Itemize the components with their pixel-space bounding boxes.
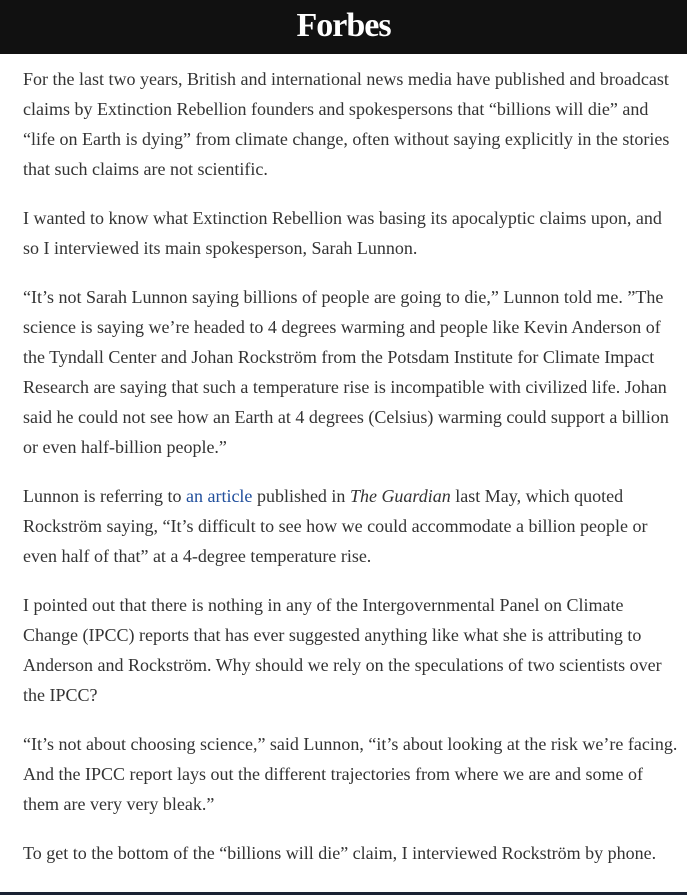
forbes-logo[interactable]: Forbes <box>296 7 391 44</box>
paragraph-7: To get to the bottom of the “billions will die” claim, I interviewed Rockström by phone. <box>23 843 657 863</box>
paragraph-4-text-middle: published in <box>252 486 350 506</box>
paragraph-4-text-end: last May, which quoted Rockström saying, “It’s difficult to see how we could accommodate a billion people or even half of that” at a 4-degree temperature rise. <box>23 486 648 566</box>
paragraph-3: “It’s not Sarah Lunnon saying billions of people are going to die,” Lunnon told me. ”The science is saying we’re headed to 4 degrees warming and people like Kevin Anderson of the Tyndall Center and Johan Rockström from the Potsdam Institute for Climate Impact Research are saying that such a temperature rise is incompatible with civilized life. Johan said he could not see how an Earth at 4 degrees (Celsius) warming could support a billion or even half-billion people.” <box>23 287 669 457</box>
paragraph-6: “It’s not about choosing science,” said Lunnon, “it’s about looking at the risk we’re facing. And the IPCC report lays out the different trajectories from where we are and some of them are very very bleak.” <box>23 734 678 814</box>
article-body <box>23 64 679 887</box>
masthead <box>0 0 687 54</box>
paragraph-4 <box>23 481 679 571</box>
paragraph-4-text-start: Lunnon is referring to <box>23 486 186 506</box>
publication-name: The Guardian <box>349 486 451 506</box>
paragraph-2: I wanted to know what Extinction Rebellion was basing its apocalyptic claims upon, and so I interviewed its main spokesperson, Sarah Lunnon. <box>23 208 662 258</box>
paragraph-5: I pointed out that there is nothing in any of the Intergovernmental Panel on Climate Change (IPCC) reports that has ever suggested anything like what she is attributing to Anderson and Rockström. Why should we rely on the speculations of two scientists over the IPCC? <box>23 595 662 705</box>
paragraph-1: For the last two years, British and international news media have published and broadcast claims by Extinction Rebellion founders and spokespersons that “billions will die” and “life on Earth is dying” from climate change, often without saying explicitly in the stories that such claims are not scientific. <box>23 69 670 179</box>
article-link[interactable]: an article <box>185 486 253 506</box>
